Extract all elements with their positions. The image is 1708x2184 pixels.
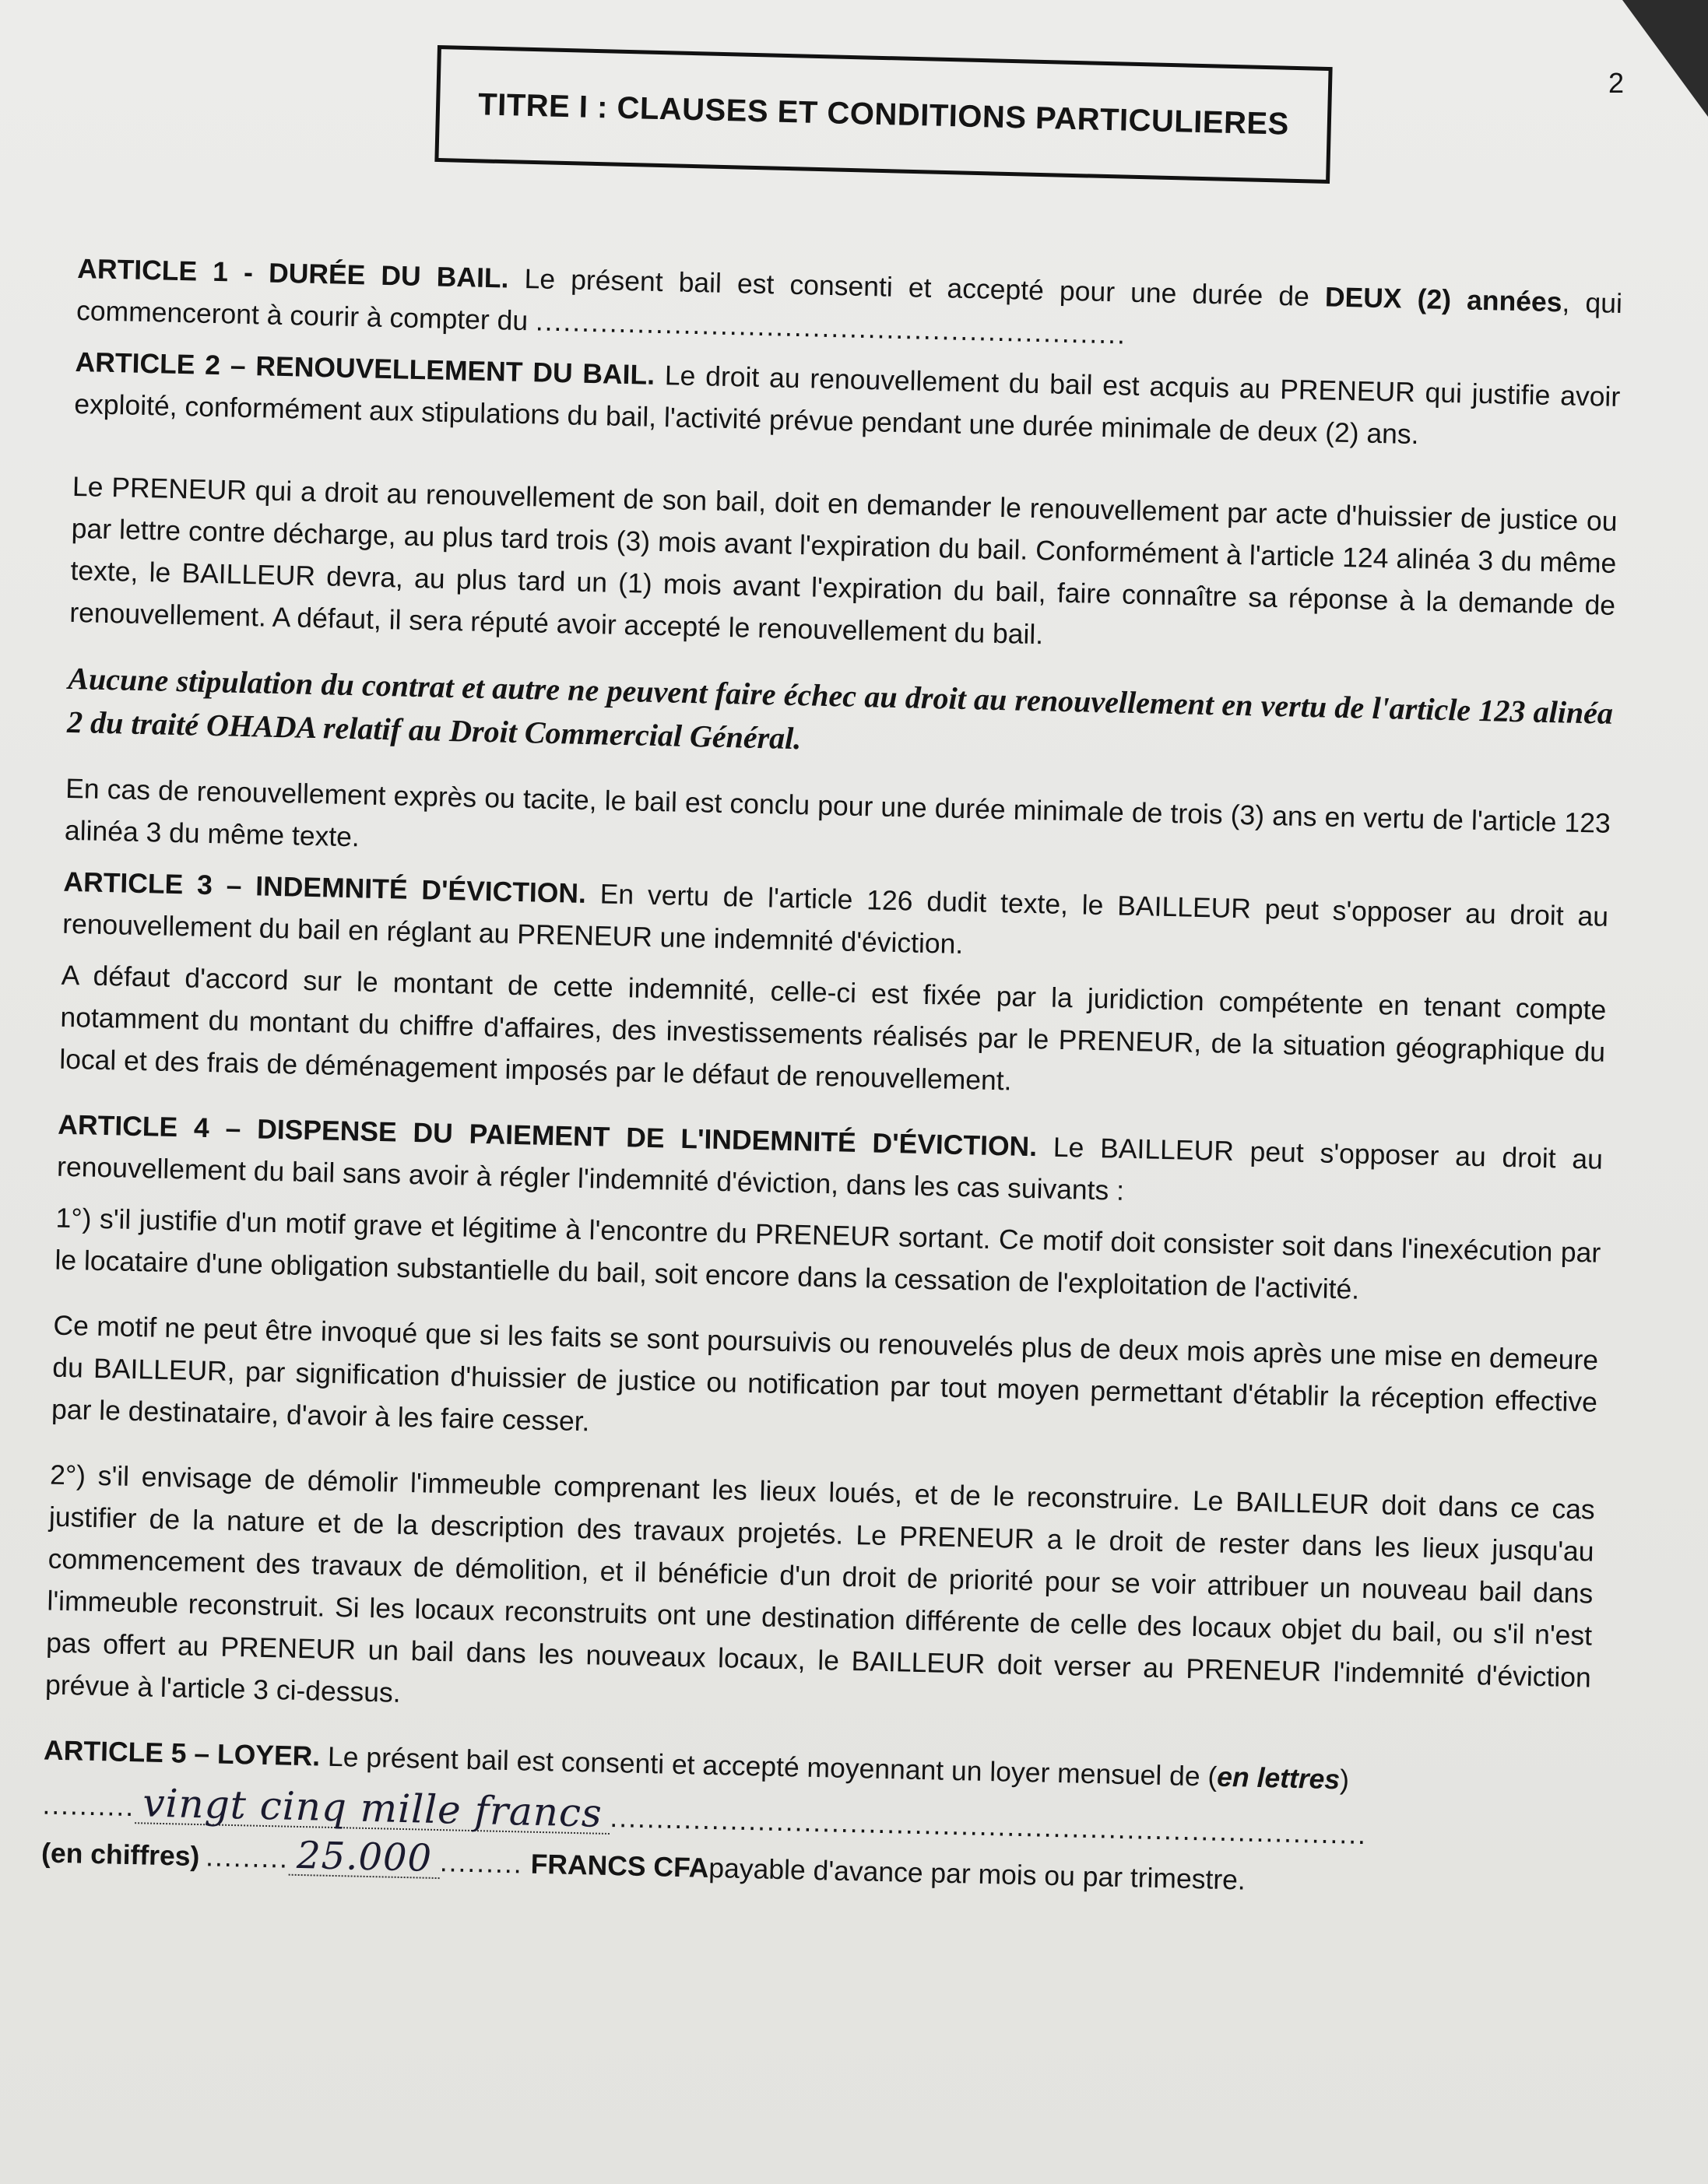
article-1-text-a: Le présent bail est consenti et accepté pour une durée de (508, 262, 1326, 313)
amount-number-field[interactable]: 25.000 (289, 1837, 441, 1879)
article-4-case-1-condition: Ce motif ne peut être invoqué que si les faits se sont poursuivis ou renouvelés plus de deux mois après une mise en demeure du BAILLEUR, par signification d'huissier de justice ou notification par tout moyen permettant d'établir la réception effective par le destinataire, d'avoir à les faire cesser. (51, 1309, 1599, 1438)
article-1-duration: DEUX (2) années (1324, 281, 1562, 318)
article-2-paragraph-3: En cas de renouvellement exprès ou tacite, le bail est conclu pour une durée minimale de trois (3) ans en vertu de l'article 123 alinéa 3 du même texte. (64, 772, 1611, 853)
page-number: 2 (1608, 67, 1625, 99)
article-2-italic-clause: Aucune stipulation du contrat et autre ne peuvent faire échec au droit au renouvellement en vertu de l'article 123 alinéa 2 du traité OHADA relatif au Droit Commercial Général. (66, 660, 1614, 757)
article-2-heading: ARTICLE 2 – RENOUVELLEMENT DU BAIL. (75, 346, 655, 391)
article-3-paragraph-2: A défaut d'accord sur le montant de cette indemnité, celle-ci est fixée par la juridiction compétente en tenant compte notamment du montant du chiffre d'affaires, des investissements réalisés par le PRENEUR, de la situation géographique du local et des frais de déménagement imposés par le défaut de renouvellement. (58, 959, 1607, 1097)
article-4-intro: Le BAILLEUR peut s'opposer au droit au renouvellement du bail sans avoir à régler l'indemnité d'éviction, dans les cas suivants : (56, 1131, 1604, 1206)
article-5-close: ) (1339, 1764, 1350, 1796)
article-4-case-1: 1°) s'il justifie d'un motif grave et légitime à l'encontre du PRENEUR sortant. Ce motif doit consister soit dans l'inexécution par le locataire d'une obligation substantielle du bail, soit encore dans la cessation de l'exploitation de l'activité. (54, 1202, 1601, 1305)
amount-words-trail-dots: .................................................................................. (610, 1802, 1368, 1851)
en-chiffres-label: (en chiffres) (40, 1837, 200, 1873)
article-5-heading: ARTICLE 5 – LOYER. (43, 1734, 321, 1772)
article-1-text-b: , qui commenceront à courir à compter du (76, 286, 1623, 337)
folded-corner (1622, 0, 1708, 117)
article-5-text: Le présent bail est consenti et accepté moyennant un loyer mensuel de ( (319, 1740, 1218, 1792)
article-4-heading: ARTICLE 4 – DISPENSE DU PAIEMENT DE L'INDEMNITÉ D'ÉVICTION. (57, 1108, 1038, 1163)
article-3-p1: En vertu de l'article 126 dudit texte, le BAILLEUR peut s'opposer au droit au renouvellement du bail en réglant au PRENEUR une indemnité d'éviction. (62, 878, 1609, 960)
article-4-case-2: 2°) s'il envisage de démolir l'immeuble comprenant les lieux loués, et de le reconstruire. Le BAILLEUR doit dans ce cas justifier de la nature et de la description des travaux projetés. Le PRENEUR a le droit de rester dans les lieux jusqu'au commencement des travaux de démolition, et il bénéficie d'un droit de priorité pour se voir attribuer un nouveau bail dans l'immeuble reconstruit. Si les locaux reconstruits ont une destination différente de celle des locaux objet du bail, ou s'il n'est pas offert au PRENEUR un bail dans les nouveaux locaux, le BAILLEUR doit verser au PRENEUR l'indemnité d'éviction prévue à l'article 3 ci-dessus. (44, 1459, 1596, 1708)
article-1-end: . (1116, 318, 1126, 350)
article-2-p1: Le droit au renouvellement du bail est acquis au PRENEUR qui justifie avoir exploité, conformément aux stipulations du bail, l'activité prévue pendant une durée minimale de deux (2) ans. (73, 359, 1621, 451)
amount-words-lead-dots: .......... (42, 1789, 135, 1823)
amount-words-field[interactable]: vingt cinq mille francs (135, 1783, 611, 1835)
document-body (40, 248, 1622, 1912)
currency-label: FRANCS CFA (530, 1848, 709, 1884)
article-3-heading: ARTICLE 3 – INDEMNITÉ D'ÉVICTION. (63, 866, 587, 910)
amount-number-lead-dots: ......... (205, 1841, 290, 1874)
en-lettres-label: en lettres (1216, 1761, 1341, 1796)
title-box (434, 45, 1332, 184)
start-date-field[interactable]: ............................................................... (535, 305, 1118, 350)
amount-number-trail-dots: ......... (439, 1846, 524, 1880)
payment-terms: payable d'avance par mois ou par trimestre. (708, 1852, 1246, 1896)
page-title: TITRE I : CLAUSES ET CONDITIONS PARTICULIERES (477, 86, 1290, 142)
article-2-paragraph-2: Le PRENEUR qui a droit au renouvellement de son bail, doit en demander le renouvellement par acte d'huissier de justice ou par lettre contre décharge, au plus tard trois (3) mois avant l'expiration du bail. Conformément à l'article 124 alinéa 3 du même texte, le BAILLEUR devra, au plus tard un (1) mois avant l'expiration du bail, faire connaître sa réponse à la demande de renouvellement. A défaut, il sera réputé avoir accepté le renouvellement du bail. (69, 470, 1618, 651)
article-1-heading: ARTICLE 1 - DURÉE DU BAIL. (76, 252, 509, 294)
